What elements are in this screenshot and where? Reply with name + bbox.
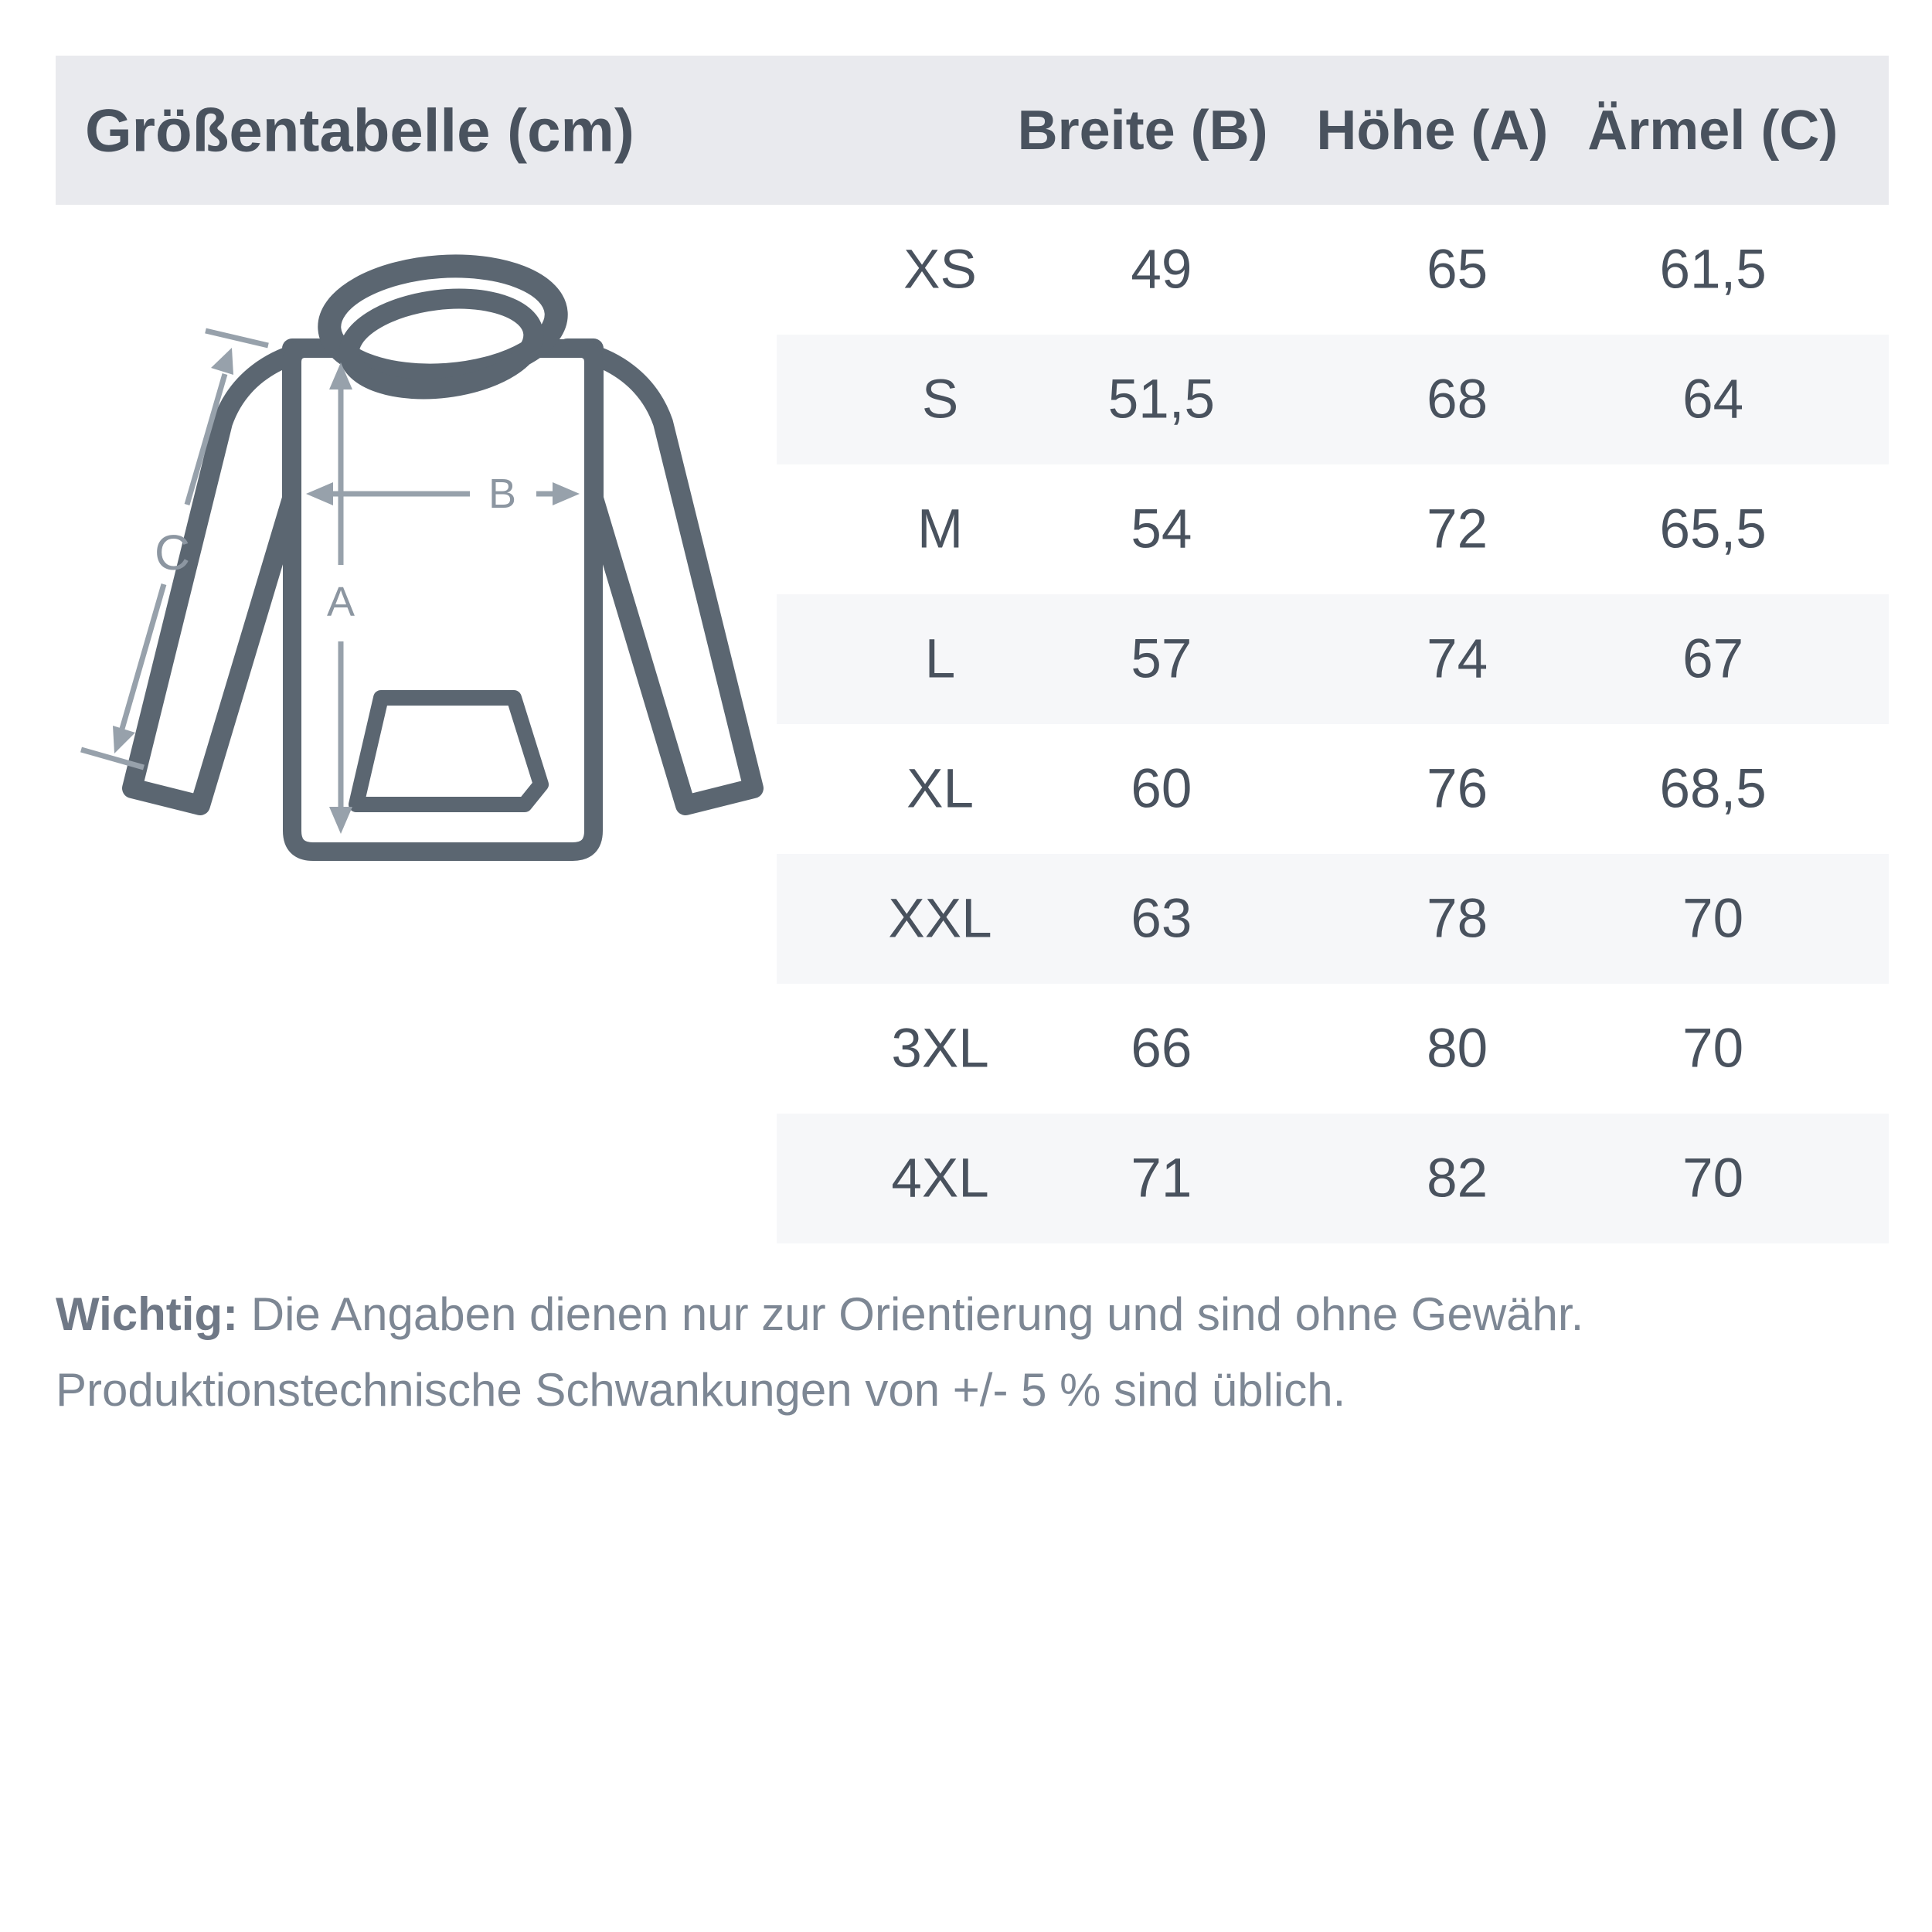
aermel-cell: 70 xyxy=(1682,1148,1744,1209)
breite-cell: 63 xyxy=(1131,888,1192,950)
table-row xyxy=(777,594,1889,724)
hoehe-cell: 72 xyxy=(1427,498,1488,560)
table-row xyxy=(777,205,1889,335)
note-label: Wichtig: xyxy=(56,1288,239,1340)
note-line1: Wichtig: Die Angaben dienen nur zur Orientierung und sind ohne Gewähr. xyxy=(56,1288,1584,1340)
size-cell: XL xyxy=(906,758,974,820)
hoehe-cell: 68 xyxy=(1427,369,1488,430)
hoodie-measurement-diagram xyxy=(46,197,773,900)
table-header xyxy=(56,56,1889,205)
breite-cell: 57 xyxy=(1131,628,1192,690)
hoehe-cell: 76 xyxy=(1427,758,1488,820)
table-row xyxy=(777,335,1889,464)
note-line2: Produktionstechnische Schwankungen von +/- 5 % sind üblich. xyxy=(56,1364,1346,1416)
size-cell: XS xyxy=(903,239,977,301)
column-header-breite: Breite (B) xyxy=(1017,99,1268,162)
pocket-outline xyxy=(356,698,541,804)
hoehe-cell: 82 xyxy=(1427,1148,1488,1209)
aermel-cell: 68,5 xyxy=(1659,758,1767,820)
column-header-hoehe: Höhe (A) xyxy=(1316,99,1549,162)
hoehe-cell: 80 xyxy=(1427,1018,1488,1080)
breite-cell: 49 xyxy=(1131,239,1192,301)
page-title: Größentabelle (cm) xyxy=(85,96,634,164)
sleeve-tick-top xyxy=(206,331,268,345)
breite-cell: 60 xyxy=(1131,758,1192,820)
breite-cell: 71 xyxy=(1131,1148,1192,1209)
table-row xyxy=(777,724,1889,854)
aermel-cell: 65,5 xyxy=(1659,498,1767,560)
size-cell: XXL xyxy=(888,888,992,950)
breite-cell: 54 xyxy=(1131,498,1192,560)
size-cell: 4XL xyxy=(891,1148,989,1209)
table-row xyxy=(777,464,1889,594)
aermel-cell: 61,5 xyxy=(1659,239,1767,301)
aermel-cell: 70 xyxy=(1682,1018,1744,1080)
aermel-cell: 64 xyxy=(1682,369,1744,430)
width-label: B xyxy=(488,471,517,517)
size-cell: S xyxy=(921,369,959,430)
breite-cell: 66 xyxy=(1131,1018,1192,1080)
hoehe-cell: 74 xyxy=(1427,628,1488,690)
hoehe-cell: 65 xyxy=(1427,239,1488,301)
size-cell: L xyxy=(924,628,956,690)
height-label: A xyxy=(326,579,355,625)
disclaimer-note xyxy=(56,1277,1889,1428)
aermel-cell: 67 xyxy=(1682,628,1744,690)
column-header-aermel: Ärmel (C) xyxy=(1587,99,1838,162)
size-table xyxy=(777,205,1889,1243)
breite-cell: 51,5 xyxy=(1107,369,1215,430)
sleeve-label: C xyxy=(154,525,191,580)
aermel-cell: 70 xyxy=(1682,888,1744,950)
table-row xyxy=(777,984,1889,1114)
size-cell: 3XL xyxy=(891,1018,989,1080)
table-row xyxy=(777,1114,1889,1243)
table-row xyxy=(777,854,1889,984)
hoehe-cell: 78 xyxy=(1427,888,1488,950)
size-cell: M xyxy=(917,498,964,560)
